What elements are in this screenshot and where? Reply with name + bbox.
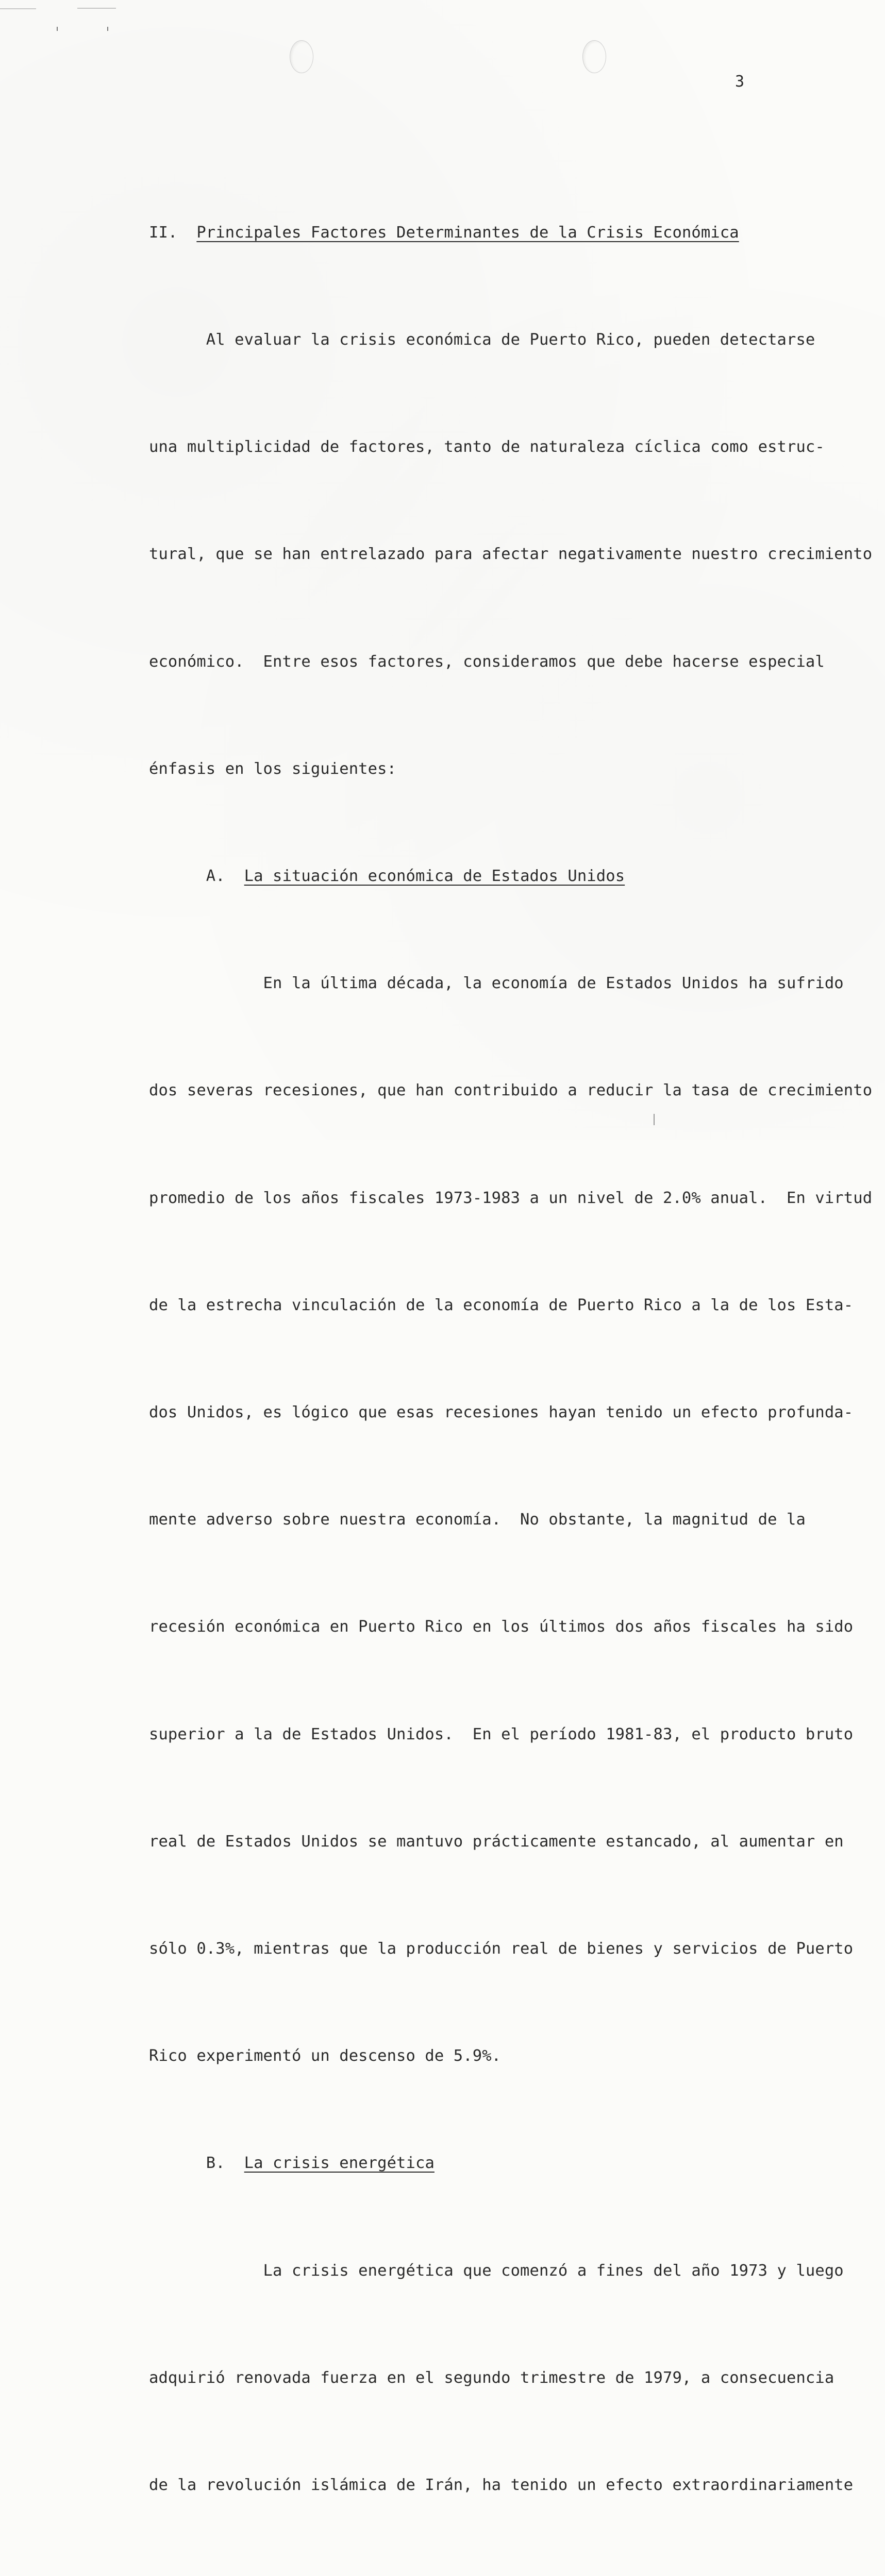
scan-mark	[0, 8, 36, 9]
paragraph-line: promedio de los años fiscales 1973-1983 a un nivel de 2.0% anual. En virtud	[149, 1189, 873, 1207]
page-number: 3	[735, 73, 745, 91]
paragraph-line: mente adverso sobre nuestra economía. No obstante, la magnitud de la	[149, 1511, 806, 1529]
paragraph-line: tural, que se han entrelazado para afectar negativamente nuestro crecimiento	[149, 545, 873, 564]
paragraph-line: sólo 0.3%, mientras que la producción real de bienes y servicios de Puerto	[149, 1940, 854, 1958]
subsection-heading-b	[149, 2145, 840, 2181]
paragraph-line: real de Estados Unidos se mantuvo prácticamente estancado, al aumentar en	[149, 1832, 844, 1851]
section-numeral: II.	[149, 223, 178, 242]
subsection-heading-a	[149, 858, 840, 894]
scan-mark	[107, 27, 108, 31]
section-heading	[149, 215, 840, 250]
scan-mark	[77, 8, 116, 9]
paragraph-line: En la última década, la economía de Estados Unidos ha sufrido	[149, 974, 844, 993]
scan-mark	[57, 27, 58, 31]
paragraph-line: adquirió renovada fuerza en el segundo trimestre de 1979, a consecuencia	[149, 2368, 834, 2387]
section-title: Principales Factores Determinantes de la Crisis Económica	[196, 223, 739, 242]
subsection-title: La situación económica de Estados Unidos	[244, 867, 625, 886]
paragraph-line: dos Unidos, es lógico que esas recesiones hayan tenido un efecto profunda-	[149, 1403, 854, 1422]
paragraph-line: Al evaluar la crisis económica de Puerto Rico, pueden detectarse	[149, 331, 815, 349]
paragraph-line: La crisis energética que comenzó a fines del año 1973 y luego	[149, 2261, 844, 2280]
punch-hole	[582, 40, 606, 73]
paragraph-line: Rico experimentó un descenso de 5.9%.	[149, 2047, 502, 2065]
paragraph-line: recesión económica en Puerto Rico en los últimos dos años fiscales ha sido	[149, 1618, 854, 1636]
paragraph-line: una multiplicidad de factores, tanto de naturaleza cíclica como estruc-	[149, 438, 825, 456]
paragraph-line: dos severas recesiones, que han contribuido a reducir la tasa de crecimiento	[149, 1081, 873, 1100]
paragraph-line: énfasis en los siguientes:	[149, 759, 397, 778]
paragraph-line: de la revolución islámica de Irán, ha tenido un efecto extraordinariamente	[149, 2476, 854, 2495]
paragraph-line: superior a la de Estados Unidos. En el período 1981-83, el producto bruto	[149, 1725, 854, 1743]
punch-hole	[290, 40, 313, 73]
subsection-letter: A.	[206, 867, 225, 886]
document-body	[149, 143, 873, 2576]
subsection-title: La crisis energética	[244, 2154, 435, 2173]
paragraph-line: de la estrecha vinculación de la economía de Puerto Rico a la de los Esta-	[149, 1296, 854, 1314]
subsection-letter: B.	[206, 2154, 225, 2173]
paragraph-line: económico. Entre esos factores, consideramos que debe hacerse especial	[149, 652, 825, 671]
